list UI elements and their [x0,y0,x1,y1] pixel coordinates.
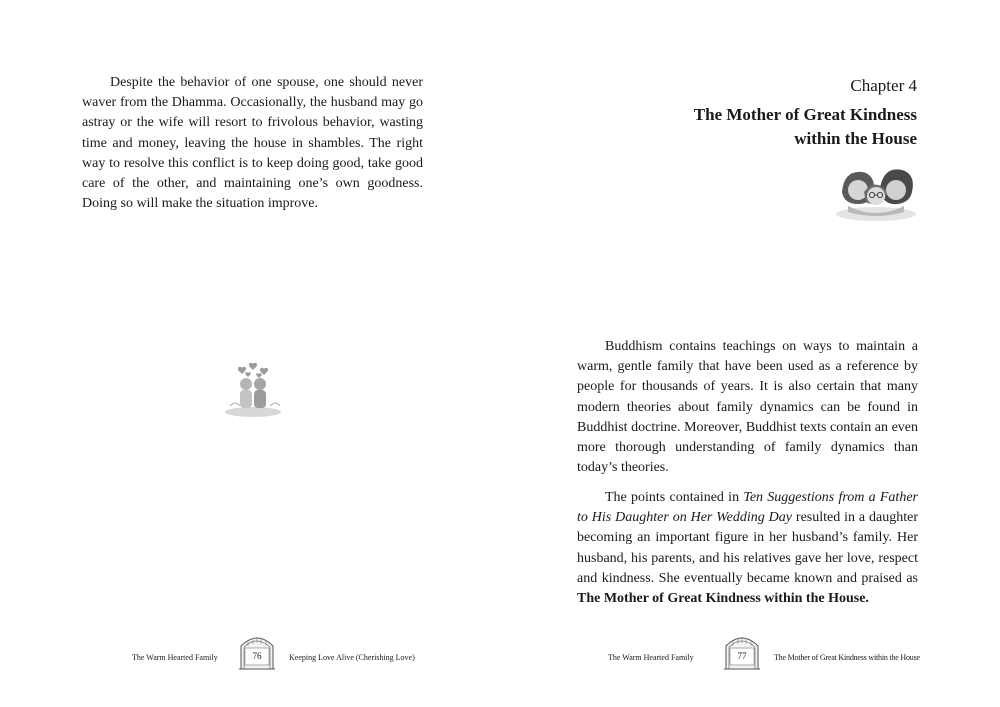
page-number: 76 [252,651,262,661]
footer-book-title: The Warm Hearted Family [608,653,694,662]
family-faces-illustration [834,162,918,222]
paragraph2-body: resulted in a daughter becoming an important figure in her husband’s family. Her husband, his parents, and his relatives gave her love, respect and kindness. She eventually became known and praised as [577,510,919,586]
right-page-footer [500,632,1000,672]
right-page-paragraph-2 [577,488,918,609]
chapter-label: Chapter 4 [850,76,917,95]
page-number: 77 [737,651,747,661]
chapter-title [617,103,917,151]
page-number-frame [723,632,761,670]
chapter-title-line1: The Mother of Great Kindness [693,105,917,124]
book-reference: Ten Suggestions from a Father to His Daughter on Her Wedding Day [577,490,918,526]
paragraph2-emphasis: The Mother of Great Kindness within the House. [577,591,869,607]
footer-section-title: The Mother of Great Kindness within the House [774,653,920,662]
footer-book-title: The Warm Hearted Family [132,653,218,662]
left-page-paragraph: Despite the behavior of one spouse, one should never waver from the Dhamma. Occasionally, the husband may go astray or the wife will resort to frivolous behavior, wasting time and money, leaving the house in shambles. The right way to resolve this conflict is to keep doing good, take good care of the other, and maintaining one’s own goodness. Doing so will make the situation improve. [82,75,423,212]
paragraph2-intro: The points contained in [605,490,744,505]
footer-section-title: Keeping Love Alive (Cherishing Love) [289,653,415,662]
right-page-paragraph-1: Buddhism contains teachings on ways to maintain a warm, gentle family that have been used as a reference by people for thousands of years. It is also certain that many modern theories about family dynamics can be found in Buddhist doctrine. Moreover, Buddhist texts contain an even more thorough understanding of family dynamics than today’s theories. [577,339,918,476]
couple-with-hearts-illustration [222,362,284,420]
page-number-frame [238,632,276,670]
chapter-title-line2: within the House [794,129,917,148]
